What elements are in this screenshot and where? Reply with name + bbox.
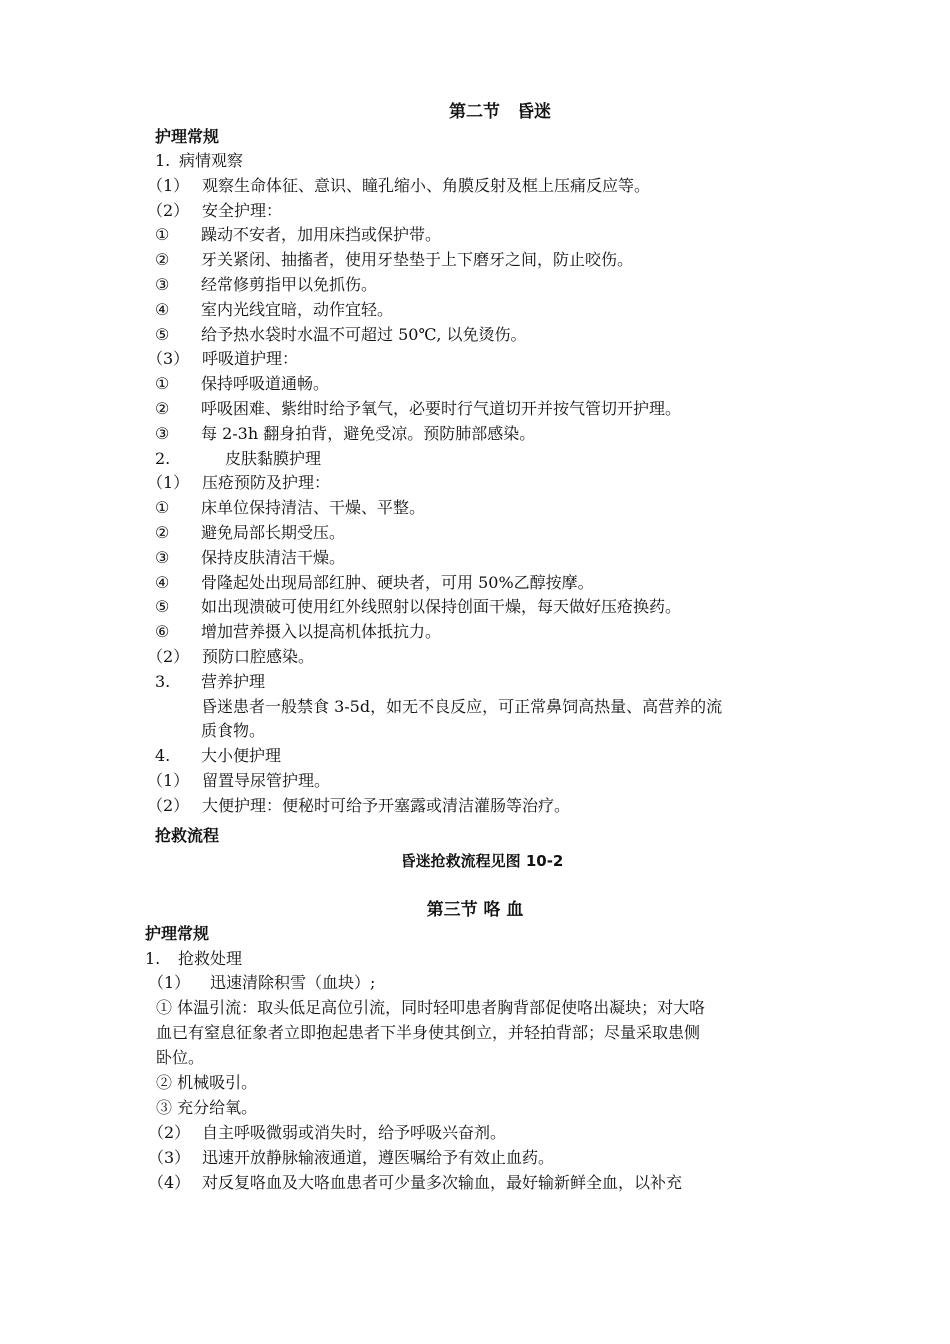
item-text: 呼吸道护理： [202, 349, 299, 369]
item-text: 呼吸困难、紫绀时给予氧气，必要时行气道切开并按气管切开护理。 [201, 399, 682, 418]
list-item [155, 225, 442, 245]
item-number: ④ [155, 572, 170, 592]
list-item [148, 973, 376, 993]
item-number: 1. [155, 151, 171, 170]
item-number: ③ [155, 423, 170, 443]
item-text: 抢救处理 [178, 949, 243, 968]
item-text: 床单位保持清洁、干燥、平整。 [201, 498, 426, 518]
list-item [147, 175, 651, 196]
heading-rescue-process: 抢救流程 [155, 826, 220, 845]
item-number: （4） [148, 1173, 191, 1192]
item-text: 大小便护理 [201, 746, 282, 766]
item-number: ① [155, 498, 170, 518]
item-number: 3. [155, 671, 171, 691]
item-number: （2） [147, 795, 190, 815]
item-text: 如出现溃破可使用红外线照射以保持创面干燥，每天做好压疮换药。 [201, 597, 682, 617]
paragraph-line: ② 机械吸引。 [156, 1073, 258, 1092]
item-number: ⑥ [155, 622, 170, 642]
item-number: （1） [147, 771, 190, 790]
list-item [155, 448, 322, 469]
list-item [148, 1148, 555, 1168]
item-text: 经常修剪指甲以免抓伤。 [201, 275, 378, 294]
item-number: （1） [148, 973, 191, 992]
list-item [155, 498, 426, 518]
item-number: ④ [155, 299, 170, 319]
list-item [147, 771, 331, 791]
paragraph-line: 卧位。 [156, 1048, 205, 1067]
list-item [148, 1173, 683, 1193]
item-number: （2） [148, 1123, 191, 1142]
item-number: （2） [147, 200, 190, 220]
list-item [155, 324, 527, 345]
section-title-coma: 第二节 昏迷 [449, 102, 551, 122]
item-number: 2. [155, 448, 171, 468]
item-number: ⑤ [155, 597, 170, 617]
paragraph-line: 血已有窒息征象者立即抱起患者下半身使其倒立，并轻拍背部；尽量采取患侧 [156, 1023, 701, 1042]
item-text: 增加营养摄入以提高机体抵抗力。 [201, 622, 442, 642]
list-item [155, 523, 346, 543]
item-text: 避免局部长期受压。 [201, 523, 346, 542]
list-item [155, 374, 330, 394]
item-number: ② [155, 523, 170, 542]
item-text: 保持皮肤清洁干燥。 [201, 547, 346, 567]
item-text: 骨隆起处出现局部红肿、硬块者，可用 50%乙醇按摩。 [201, 572, 594, 592]
list-item [155, 547, 346, 568]
item-text: 留置导尿管护理。 [202, 771, 331, 790]
list-item [147, 795, 571, 816]
list-item [148, 1123, 507, 1143]
item-number: ⑤ [155, 324, 170, 344]
item-text: 压疮预防及护理： [202, 473, 331, 493]
item-text: 质食物。 [201, 721, 266, 741]
item-text: 安全护理： [202, 200, 283, 220]
item-number: ① [155, 225, 170, 245]
item-number: （3） [148, 1148, 191, 1167]
item-text: 皮肤黏膜护理 [225, 448, 322, 468]
item-number: 1. [145, 949, 161, 968]
item-text: 迅速清除积雪（血块）; [210, 973, 376, 992]
item-number: （3） [147, 349, 190, 369]
rescue-flow-reference: 昏迷抢救流程见图 10-2 [400, 852, 564, 870]
list-item [155, 572, 594, 593]
item-number: ② [155, 399, 170, 418]
item-number: （1） [147, 473, 190, 493]
item-text: 对反复咯血及大咯血患者可少量多次输血，最好输新鲜全血，以补充 [202, 1173, 683, 1192]
item-number: ① [155, 374, 170, 394]
list-item [155, 151, 244, 171]
item-text: 营养护理 [201, 671, 266, 691]
list-item [147, 473, 331, 493]
item-text: 昏迷患者一般禁食 3-5d，如无不良反应，可正常鼻饲高热量、高营养的流 [201, 696, 723, 716]
paragraph-line: ③ 充分给氧。 [156, 1098, 258, 1117]
list-item [147, 647, 315, 667]
paragraph-line: ① 体温引流：取头低足高位引流，同时轻叩患者胸背部促使咯出凝块；对大咯 [156, 998, 706, 1017]
item-text: 观察生命体征、意识、瞳孔缩小、角膜反射及框上压痛反应等。 [202, 175, 651, 195]
item-number: （2） [147, 647, 190, 666]
item-text: 每 2-3h 翻身拍背，避免受凉。预防肺部感染。 [201, 423, 536, 443]
item-number: （1） [147, 175, 190, 195]
item-text: 牙关紧闭、抽搐者，使用牙垫垫于上下磨牙之间，防止咬伤。 [201, 250, 634, 270]
item-text: 预防口腔感染。 [202, 647, 315, 666]
list-item [155, 622, 442, 642]
list-item [155, 275, 378, 295]
section-title-hemoptysis: 第三节 咯 血 [426, 900, 524, 920]
heading-nursing-routine-2: 护理常规 [145, 924, 210, 943]
item-text: 大便护理：便秘时可给予开塞露或清洁灌肠等治疗。 [202, 795, 571, 815]
item-text: 自主呼吸微弱或消失时，给予呼吸兴奋剂。 [202, 1123, 507, 1142]
list-item [147, 200, 283, 221]
item-text: 给予热水袋时水温不可超过 50℃, 以免烫伤。 [201, 324, 527, 344]
list-item [145, 949, 243, 969]
item-number: ③ [155, 547, 170, 567]
item-text: 病情观察 [179, 151, 244, 170]
list-item [155, 399, 682, 419]
item-text: 保持呼吸道通畅。 [201, 374, 330, 394]
item-text: 躁动不安者，加用床挡或保护带。 [201, 225, 442, 245]
list-item [147, 349, 299, 369]
list-item [155, 671, 266, 692]
list-item [155, 250, 634, 270]
list-item [155, 746, 282, 766]
list-item [155, 423, 536, 444]
item-text: 室内光线宜暗，动作宜轻。 [201, 299, 394, 319]
item-number: ② [155, 250, 170, 270]
item-number: 4. [155, 746, 171, 766]
heading-nursing-routine: 护理常规 [155, 127, 220, 146]
list-item [155, 299, 394, 320]
item-number: ③ [155, 275, 170, 294]
item-text: 迅速开放静脉输液通道，遵医嘱给予有效止血药。 [202, 1148, 555, 1167]
list-item [155, 597, 682, 617]
